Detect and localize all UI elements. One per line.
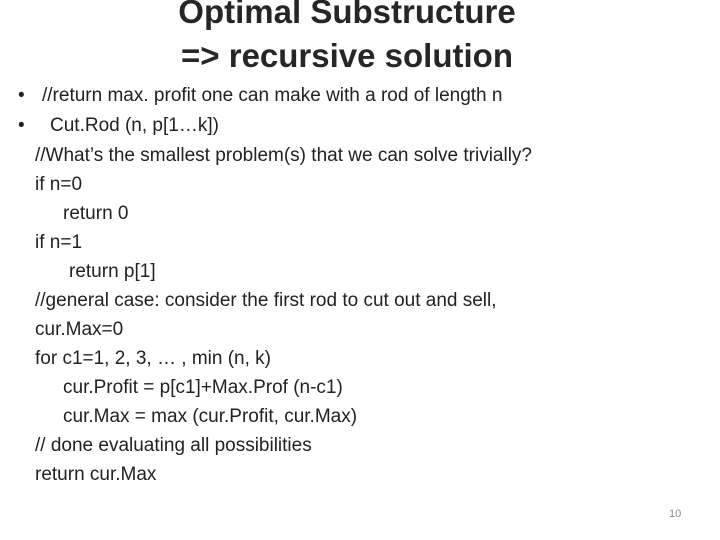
- code-line-for-loop: for c1=1, 2, 3, … , min (n, k): [35, 348, 271, 369]
- code-line-curmax-init: cur.Max=0: [35, 319, 124, 340]
- slide-title-line-1: Optimal Substructure: [178, 0, 516, 30]
- code-line-curprofit: cur.Profit = p[c1]+Max.Prof (n-c1): [63, 377, 343, 398]
- code-line-comment-done: // done evaluating all possibilities: [35, 435, 312, 456]
- code-line-if-n0: if n=0: [35, 174, 83, 195]
- bullet-item-1: [18, 84, 502, 108]
- bullet-marker: •: [18, 85, 25, 106]
- code-line-curmax-update: cur.Max = max (cur.Profit, cur.Max): [63, 406, 358, 427]
- code-line-return-p1: return p[1]: [69, 261, 156, 282]
- page-number: 10: [669, 508, 682, 520]
- code-line-if-n1: if n=1: [35, 232, 83, 253]
- slide-title-line-2: => recursive solution: [181, 37, 513, 74]
- bullet-marker: •: [18, 115, 25, 136]
- bullet-text: Cut.Rod (n, p[1…k]): [50, 115, 219, 136]
- code-line-comment-general: //general case: consider the first rod to cut out and sell,: [35, 290, 497, 311]
- bullet-item-2: [18, 114, 219, 138]
- code-line-return-0: return 0: [63, 203, 129, 224]
- bullet-text: //return max. profit one can make with a rod of length n: [42, 85, 503, 106]
- code-line-return-curmax: return cur.Max: [35, 464, 157, 485]
- code-line-comment-trivial: //What’s the smallest problem(s) that we can solve trivially?: [35, 145, 532, 166]
